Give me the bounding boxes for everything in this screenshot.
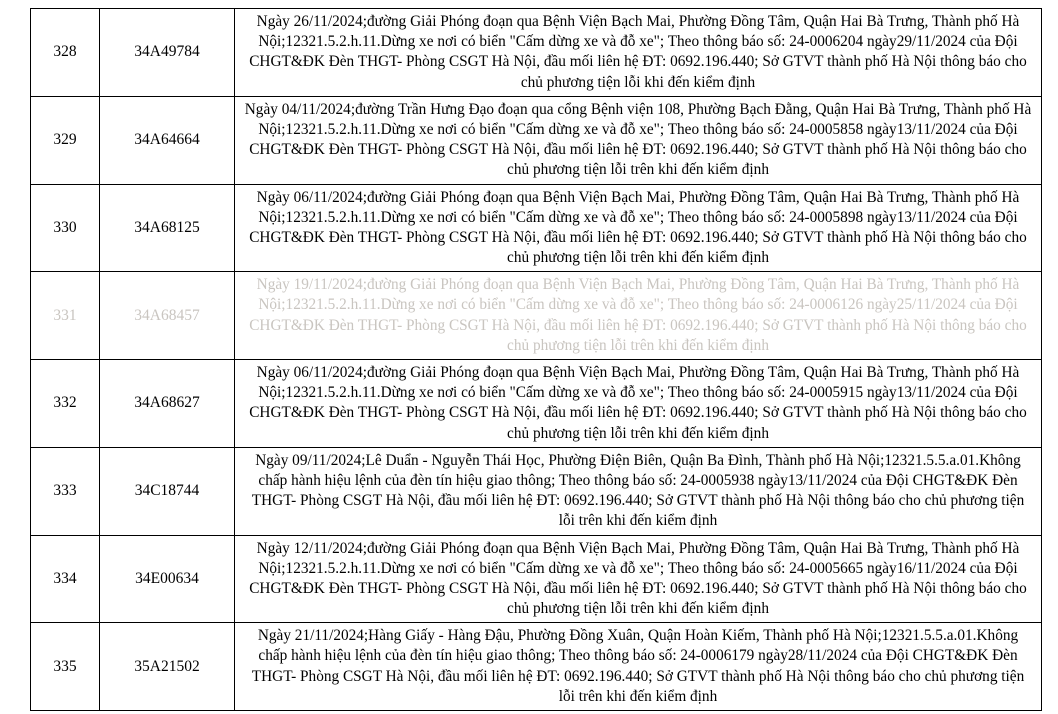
row-number: 330 (31, 184, 100, 272)
table-row (31, 9, 1042, 97)
row-description-text: Ngày 19/11/2024;đường Giải Phóng đoạn qua Bệnh Viện Bạch Mai, Phường Đồng Tâm, Quận Hai Bà Trưng, Thành phố Hà Nội;12321.5.2.h.11.Dừng xe nơi có biển "Cấm dừng xe và đỗ xe"; Theo thông báo số: 24-0006126 ngày25/11/2024 của Đội CHGT&ĐK Đèn THGT- Phòng CSGT Hà Nội, đầu mối liên hệ ĐT: 0692.196.440; Sở GTVT thành phố Hà Nội thông báo cho chủ phương tiện lỗi trên khi đến kiểm định (249, 276, 1027, 354)
row-number: 329 (31, 96, 100, 184)
row-description (235, 9, 1042, 97)
row-description-text: Ngày 12/11/2024;đường Giải Phóng đoạn qua Bệnh Viện Bạch Mai, Phường Đồng Tâm, Quận Hai Bà Trưng, Thành phố Hà Nội;12321.5.2.h.11.Dừng xe nơi có biển "Cấm dừng xe và đỗ xe"; Theo thông báo số: 24-0005665 ngày16/11/2024 của Đội CHGT&ĐK Đèn THGT- Phòng CSGT Hà Nội, đầu mối liên hệ ĐT: 0692.196.440; Sở GTVT thành phố Hà Nội thông báo cho chủ phương tiện lỗi trên khi đến kiểm định (249, 539, 1027, 618)
row-description (235, 360, 1042, 448)
row-plate: 34A68457 (100, 272, 235, 360)
row-number: 328 (31, 9, 100, 97)
row-description (235, 535, 1042, 623)
row-plate: 34A68125 (100, 184, 235, 272)
table-row (31, 184, 1042, 272)
table-row (31, 447, 1042, 535)
table-row (31, 360, 1042, 448)
row-number: 333 (31, 447, 100, 535)
row-plate: 34E00634 (100, 535, 235, 623)
row-plate: 34C18744 (100, 447, 235, 535)
row-plate: 34A68627 (100, 360, 235, 448)
row-description (235, 623, 1042, 711)
row-number: 335 (31, 623, 100, 711)
row-description-text: Ngày 26/11/2024;đường Giải Phóng đoạn qua Bệnh Viện Bạch Mai, Phường Đồng Tâm, Quận Hai Bà Trưng, Thành phố Hà Nội;12321.5.2.h.11.Dừng xe nơi có biển "Cấm dừng xe và đỗ xe"; Theo thông báo số: 24-0006204 ngày29/11/2024 của Đội CHGT&ĐK Đèn THGT- Phòng CSGT Hà Nội, đầu mối liên hệ ĐT: 0692.196.440; Sở GTVT thành phố Hà Nội thông báo cho chủ phương tiện lỗi khi đến kiểm định (249, 13, 1027, 91)
row-number: 334 (31, 535, 100, 623)
row-description (235, 272, 1042, 360)
row-description-text: Ngày 06/11/2024;đường Giải Phóng đoạn qua Bệnh Viện Bạch Mai, Phường Đồng Tâm, Quận Hai Bà Trưng, Thành phố Hà Nội;12321.5.2.h.11.Dừng xe nơi có biển "Cấm dừng xe và đỗ xe"; Theo thông báo số: 24-0005915 ngày13/11/2024 của Đội CHGT&ĐK Đèn THGT- Phòng CSGT Hà Nội, đầu mối liên hệ ĐT: 0692.196.440; Sở GTVT thành phố Hà Nội thông báo cho chủ phương tiện lỗi trên khi đến kiểm định (249, 364, 1027, 442)
row-plate: 35A21502 (100, 623, 235, 711)
table-row (31, 623, 1042, 711)
table-row (31, 96, 1042, 184)
table-row (31, 272, 1042, 360)
row-plate: 34A64664 (100, 96, 235, 184)
violations-table (30, 8, 1042, 711)
row-description (235, 447, 1042, 535)
row-number: 332 (31, 360, 100, 448)
row-description-text: Ngày 06/11/2024;đường Giải Phóng đoạn qua Bệnh Viện Bạch Mai, Phường Đồng Tâm, Quận Hai Bà Trưng, Thành phố Hà Nội;12321.5.2.h.11.Dừng xe nơi có biển "Cấm dừng xe và đỗ xe"; Theo thông báo số: 24-0005898 ngày13/11/2024 của Đội CHGT&ĐK Đèn THGT- Phòng CSGT Hà Nội, đầu mối liên hệ ĐT: 0692.196.440; Sở GTVT thành phố Hà Nội thông báo cho chủ phương tiện lỗi trên khi đến kiểm định (249, 188, 1027, 267)
row-description-text: Ngày 09/11/2024;Lê Duẩn - Nguyễn Thái Học, Phường Điện Biên, Quận Ba Đình, Thành phố Hà Nội;12321.5.5.a.01.Không chấp hành hiệu lệnh của đèn tín hiệu giao thông; Theo thông báo số: 24-0005938 ngày13/11/2024 của Đội CHGT&ĐK Đèn THGT- Phòng CSGT Hà Nội, đầu mối liên hệ ĐT: 0692.196.440; Sở GTVT thành phố Hà Nội thông báo cho chủ phương tiện lỗi trên khi đến kiểm định (251, 451, 1025, 530)
row-description (235, 184, 1042, 272)
row-description (235, 96, 1042, 184)
table-row (31, 535, 1042, 623)
row-number: 331 (31, 272, 100, 360)
row-description-text: Ngày 21/11/2024;Hàng Giấy - Hàng Đậu, Phường Đồng Xuân, Quận Hoàn Kiếm, Thành phố Hà Nội;12321.5.5.a.01.Không chấp hành hiệu lệnh của đèn tín hiệu giao thông; Theo thông báo số: 24-0006179 ngày28/11/2024 của Đội CHGT&ĐK Đèn THGT- Phòng CSGT Hà Nội, đầu mối liên hệ ĐT: 0692.196.440; Sở GTVT thành phố Hà Nội thông báo cho chủ phương tiện lỗi trên khi đến kiểm định (251, 627, 1025, 705)
row-description-text: Ngày 04/11/2024;đường Trần Hưng Đạo đoạn qua cổng Bệnh viện 108, Phường Bạch Đằng, Quận Hai Bà Trưng, Thành phố Hà Nội;12321.5.2.h.11.Dừng xe nơi có biển "Cấm dừng xe và đỗ xe"; Theo thông báo số: 24-0005858 ngày13/11/2024 của Đội CHGT&ĐK Đèn THGT- Phòng CSGT Hà Nội, đầu mối liên hệ ĐT: 0692.196.440; Sở GTVT thành phố Hà Nội thông báo cho chủ phương tiện lỗi trên khi đến kiểm định (244, 100, 1032, 179)
row-plate: 34A49784 (100, 9, 235, 97)
violations-table-body (31, 9, 1042, 711)
